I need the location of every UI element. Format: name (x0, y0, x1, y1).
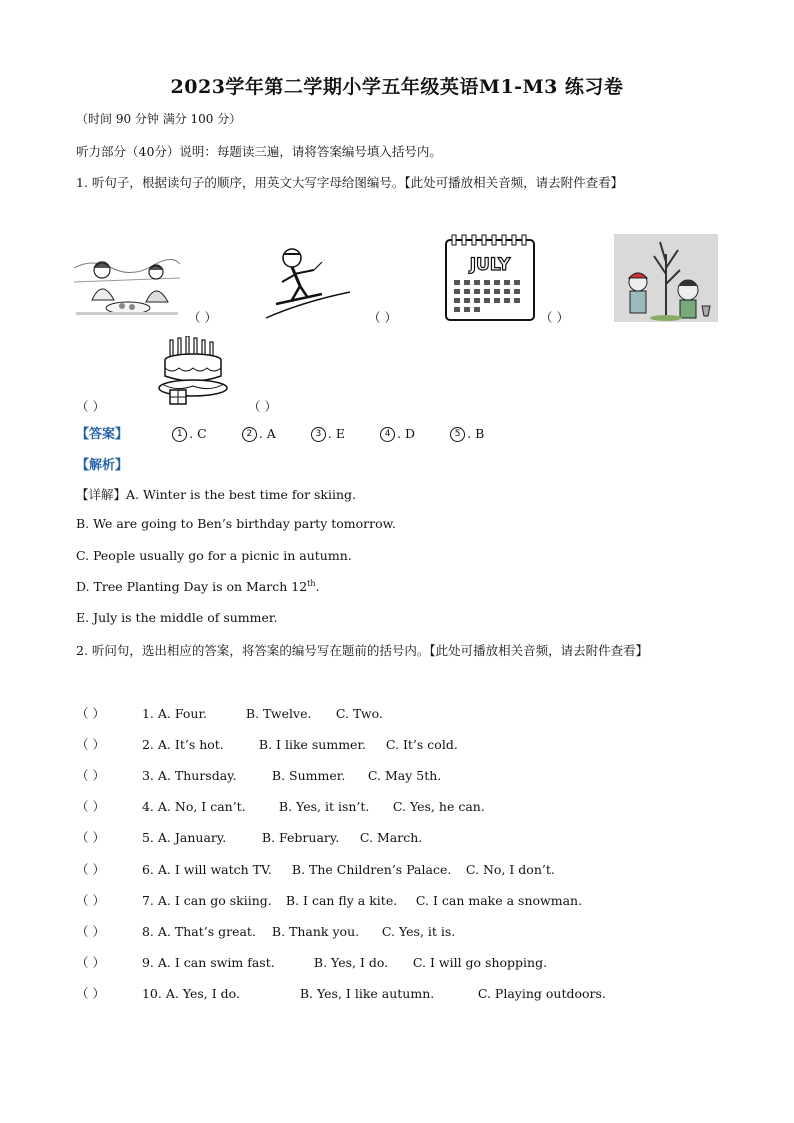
birthday-cake-picture (156, 336, 230, 410)
answer-row (76, 423, 514, 442)
answer-blank[interactable]: （ ） (76, 893, 105, 908)
answer-blank[interactable]: （ ） (76, 830, 105, 845)
answer-blank[interactable]: （ ） (76, 862, 105, 877)
list-item: （ ） 3. A. Thursday. B. Summer. C. May 5th. (76, 768, 442, 783)
list-item: （ ） 10. A. Yes, I do. B. Yes, I like autumn. C. Playing outdoors. (76, 986, 606, 1001)
answer-item: 2 . A (242, 426, 276, 442)
answer-blank[interactable]: （ ） (76, 768, 105, 783)
cake-blank[interactable]: （ ） (248, 399, 277, 414)
detail-line-3: C. People usually go for a picnic in autumn. (76, 548, 352, 563)
q2-instruction: 2. 听问句，选出相应的答案，将答案的编号写在题前的括号内。【此处可播放相关音频，请去附件查看】 (76, 643, 649, 658)
answer-tag: 【答案】 (76, 427, 129, 442)
picnic-picture (72, 238, 182, 320)
skiing-blank[interactable]: （ ） (368, 310, 397, 325)
answer-blank[interactable]: （ ） (76, 986, 105, 1001)
answer-blank[interactable]: （ ） (76, 737, 105, 752)
calendar-blank[interactable]: （ ） (540, 310, 569, 325)
answer-item: 4 . D (380, 426, 415, 442)
detail-line-2: B. We are going to Ben’s birthday party tomorrow. (76, 516, 396, 531)
page-title: 2023学年第二学期小学五年级英语M1-M3 练习卷 (170, 76, 624, 98)
svg-text:JULY: JULY (469, 255, 511, 275)
answer-item: 5 . B (450, 426, 484, 442)
skiing-picture (262, 244, 354, 320)
answer-blank[interactable]: （ ） (76, 955, 105, 970)
tree-planting-blank[interactable]: （ ） (76, 399, 105, 414)
listening-intro: 听力部分（40分）说明：每题读三遍，请将答案编号填入括号内。 (76, 144, 442, 159)
time-info: （时间 90 分钟 满分 100 分） (76, 112, 242, 126)
answer-blank[interactable]: （ ） (76, 799, 105, 814)
july-calendar-picture (442, 234, 538, 324)
answer-item: 3 . E (311, 426, 345, 442)
answer-blank[interactable]: （ ） (76, 924, 105, 939)
detail-tag: 【详解】 (76, 487, 127, 502)
tree-planting-picture (614, 234, 718, 322)
list-item: （ ） 7. A. I can go skiing. B. I can fly a kite. C. I can make a snowman. (76, 893, 583, 908)
q1-instruction: 1. 听句子，根据读句子的顺序，用英文大写字母给图编号。【此处可播放相关音频，请去附件查看】 (76, 175, 624, 190)
list-item: （ ） 4. A. No, I can’t. B. Yes, it isn’t. C. Yes, he can. (76, 799, 485, 814)
list-item: （ ） 8. A. That’s great. B. Thank you. C. Yes, it is. (76, 924, 456, 939)
detail-line-4: D. Tree Planting Day is on March 12th. (76, 579, 320, 595)
list-item: （ ） 6. A. I will watch TV. B. The Children’s Palace. C. No, I don’t. (76, 862, 555, 877)
list-item: （ ） 9. A. I can swim fast. B. Yes, I do. C. I will go shopping. (76, 955, 548, 970)
detail-line-1: 【详解】A. Winter is the best time for skiing. (76, 487, 357, 502)
analysis-tag: 【解析】 (76, 458, 129, 473)
list-item: （ ） 1. A. Four. B. Twelve. C. Two. (76, 706, 383, 721)
list-item: （ ） 2. A. It’s hot. B. I like summer. C. It’s cold. (76, 737, 458, 752)
answer-item: 1 . C (172, 426, 207, 442)
detail-line-5: E. July is the middle of summer. (76, 610, 278, 625)
list-item: （ ） 5. A. January. B. February. C. March. (76, 830, 423, 845)
picnic-blank[interactable]: （ ） (188, 310, 217, 325)
answer-blank[interactable]: （ ） (76, 706, 105, 721)
